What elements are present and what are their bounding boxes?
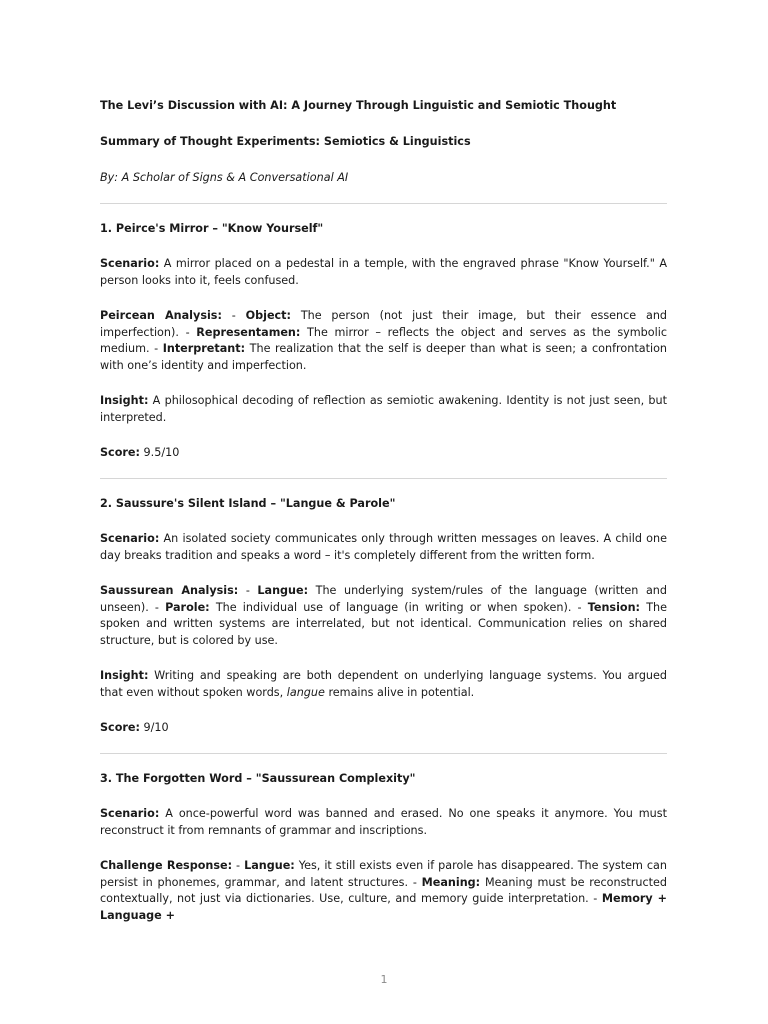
- scenario-label: Scenario:: [100, 807, 160, 821]
- section-2-insight: [100, 668, 667, 702]
- scenario-label: Scenario:: [100, 532, 160, 546]
- analysis-label: Peircean Analysis:: [100, 308, 222, 322]
- insight-text: A philosophical decoding of reflection as semiotic awakening. Identity is not just seen, but interpreted.: [100, 393, 667, 424]
- meaning-label: Meaning:: [421, 875, 481, 889]
- score-value: 9/10: [139, 720, 169, 734]
- parole-text: The individual use of language (in writing or when spoken). -: [209, 600, 588, 614]
- representamen-label: Representamen:: [196, 325, 301, 339]
- page-number: 1: [380, 973, 388, 986]
- insight-text: Writing and speaking are both dependent on underlying language systems. You argued that even without spoken words,: [100, 668, 667, 699]
- section-2-score: [100, 720, 667, 737]
- tension-text: The spoken and written systems are interrelated, but not identical. Communication relies on shared structure, but is colored by use.: [100, 600, 667, 648]
- section-2-heading: 2. Saussure's Silent Island – "Langue & Parole": [100, 497, 396, 511]
- scenario-label: Scenario:: [100, 257, 160, 271]
- section-3-challenge: [100, 858, 667, 925]
- section-1-scenario: [100, 256, 667, 290]
- object-text: The person (not just their image, but their essence and imperfection). -: [100, 308, 668, 339]
- memory-label: Memory + Language +: [100, 892, 667, 923]
- langue-label: Langue:: [257, 583, 309, 597]
- document-body: [100, 98, 667, 925]
- separator: -: [232, 858, 245, 872]
- insight-emphasis: langue: [286, 685, 325, 699]
- langue-text: The underlying system/rules of the language (written and unseen). -: [100, 583, 667, 614]
- scenario-text: A once-powerful word was banned and erased. No one speaks it anymore. You must reconstruct it from remnants of grammar and inscriptions.: [100, 807, 667, 837]
- score-label: Score:: [100, 445, 140, 459]
- section-2-scenario: [100, 531, 667, 565]
- section-1-analysis: [100, 308, 667, 375]
- interpretant-label: Interpretant:: [162, 342, 246, 356]
- section-divider: [100, 203, 667, 204]
- section-1-heading: 1. Peirce's Mirror – "Know Yourself": [100, 222, 324, 236]
- insight-label: Insight:: [100, 668, 149, 682]
- score-value: 9.5/10: [139, 445, 180, 459]
- section-1-insight: [100, 393, 667, 427]
- insight-text-end: remains alive in potential.: [324, 685, 475, 699]
- meaning-text: Meaning must be reconstructed contextually, not just via dictionaries. Use, culture, and memory guide interpretation. -: [100, 875, 667, 906]
- scenario-text: A mirror placed on a pedestal in a temple, with the engraved phrase "Know Yourself." A person looks into it, feels confused.: [100, 257, 667, 287]
- interpretant-text: The realization that the self is deeper than what is seen; a confrontation with one’s identity and imperfection.: [100, 342, 668, 373]
- document-byline: By: A Scholar of Signs & A Conversational AI: [100, 170, 349, 184]
- representamen-text: The mirror – reflects the object and serves as the symbolic medium. -: [100, 325, 667, 356]
- section-divider: [100, 478, 667, 479]
- scenario-text: An isolated society communicates only through written messages on leaves. A child one day breaks tradition and speaks a word – it's completely different from the written form.: [100, 532, 667, 562]
- insight-label: Insight:: [100, 393, 149, 407]
- section-1-score: [100, 445, 667, 462]
- analysis-label: Saussurean Analysis:: [100, 583, 239, 597]
- score-label: Score:: [100, 720, 140, 734]
- document-title: The Levi’s Discussion with AI: A Journey Through Linguistic and Semiotic Thought: [100, 99, 617, 112]
- section-2-analysis: [100, 583, 667, 650]
- object-label: Object:: [245, 308, 292, 322]
- separator: -: [238, 583, 258, 597]
- section-divider: [100, 753, 667, 754]
- parole-label: Parole:: [165, 600, 210, 614]
- separator: -: [221, 308, 246, 322]
- section-3-scenario: [100, 806, 667, 840]
- langue-label: Langue:: [244, 858, 295, 872]
- challenge-label: Challenge Response:: [100, 858, 233, 872]
- section-3-heading: 3. The Forgotten Word – "Saussurean Complexity": [100, 772, 416, 786]
- document-subtitle: Summary of Thought Experiments: Semiotics & Linguistics: [100, 134, 471, 148]
- tension-label: Tension:: [587, 600, 641, 614]
- langue-text: Yes, it still exists even if parole has disappeared. The system can persist in phonemes, grammar, and latent structures. -: [100, 858, 667, 889]
